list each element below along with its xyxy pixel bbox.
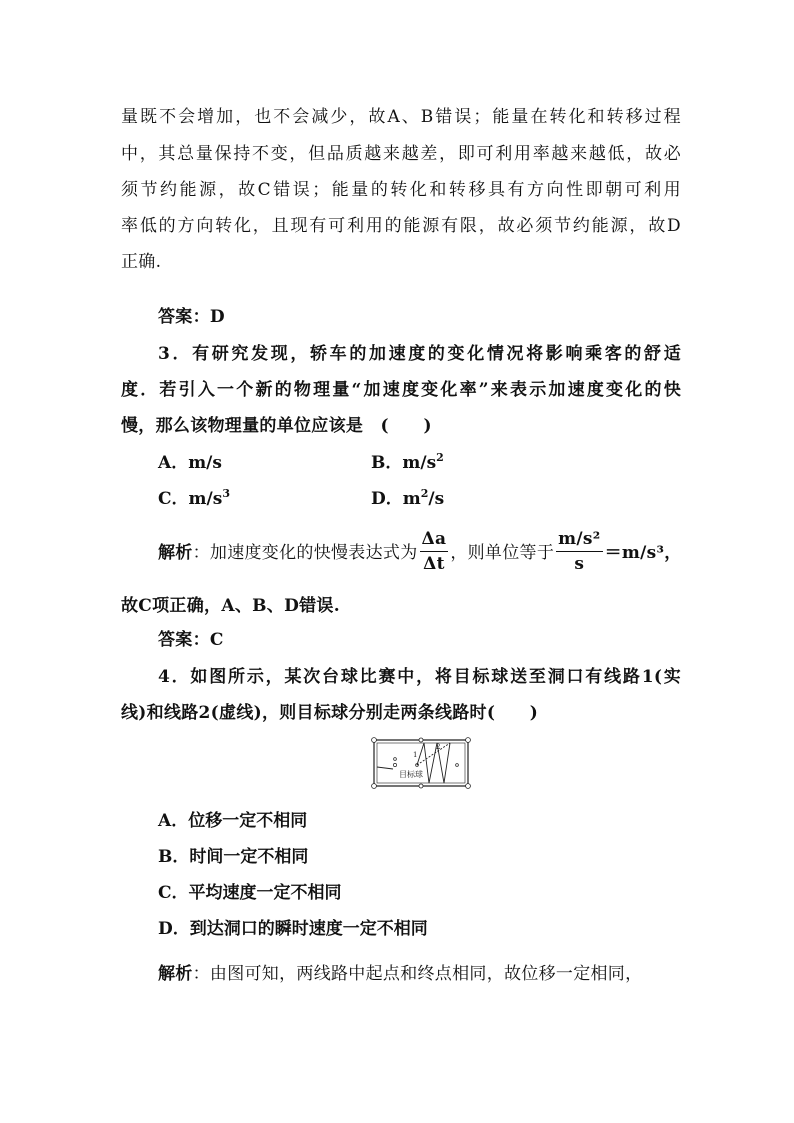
q4-analysis-line-1 xyxy=(158,963,681,985)
analysis-text: ：由图可知，两线路中起点和终点相同，故位移一定相同， xyxy=(192,964,643,984)
analysis-label: 解析 xyxy=(158,543,193,563)
fraction-denominator: Δt xyxy=(423,554,445,574)
fraction-unit xyxy=(556,528,602,575)
prev-explanation-line-3: 须节约能源，故C错误；能量的转化和转移具有方向性即朝可利用 xyxy=(121,180,681,200)
q3-analysis-line-2: 故C项正确，A、B、D错误. xyxy=(121,596,340,616)
pocket xyxy=(466,738,471,743)
answer-label: 答案： xyxy=(158,307,210,327)
analysis-text-pre: ：加速度变化的快慢表达式为 xyxy=(192,543,418,563)
q3-answer xyxy=(158,629,718,651)
analysis-label: 解析 xyxy=(158,964,193,984)
fraction-delta-a-over-delta-t xyxy=(420,528,449,575)
pocket xyxy=(372,738,377,743)
pocket xyxy=(466,784,471,789)
route-1-label: 1 xyxy=(413,751,418,759)
q3-option-c-base: C．m/s xyxy=(158,489,223,509)
prev-explanation-line-4: 率低的方向转化，且现有可利用的能源有限，故必须节约能源，故D xyxy=(121,216,681,236)
q3-option-d-exp: 2 xyxy=(420,487,429,500)
prev-answer xyxy=(158,306,718,328)
q3-stem-line-2: 度．若引入一个新的物理量“加速度变化率”来表示加速度变化的快 xyxy=(121,380,681,400)
pocket xyxy=(419,784,423,788)
q4-option-a: A．位移一定不相同 xyxy=(158,811,308,831)
q4-option-b: B．时间一定不相同 xyxy=(158,847,309,867)
q4-option-c: C．平均速度一定不相同 xyxy=(158,883,342,903)
route-2-label: 2 xyxy=(436,743,441,751)
q3-option-b-base: B．m/s xyxy=(371,453,437,473)
q4-stem-line-2: 线)和线路2(虚线)，则目标球分别走两条线路时( ) xyxy=(121,703,539,723)
q4-option-d: D．到达洞口的瞬时速度一定不相同 xyxy=(158,919,428,939)
answer-label: 答案： xyxy=(158,630,210,650)
q3-stem-line-3: 慢，那么该物理量的单位应该是 ( ) xyxy=(121,416,432,436)
q3-option-b-exp: 2 xyxy=(436,451,444,464)
prev-explanation-line-1: 量既不会增加，也不会减少，故A、B错误；能量在转化和转移过程 xyxy=(121,107,681,127)
q3-option-c xyxy=(158,488,230,510)
prev-explanation-line-5: 正确. xyxy=(121,252,162,272)
q4-stem-line-1: 4．如图所示，某次台球比赛中，将目标球送至洞口有线路1(实 xyxy=(158,667,681,687)
prev-explanation-line-2: 中，其总量保持不变，但品质越来越差，即可利用率越来越低，故必 xyxy=(121,144,681,164)
pocket xyxy=(372,784,377,789)
q3-option-b xyxy=(371,452,444,474)
pocket xyxy=(419,738,423,742)
q3-option-d xyxy=(371,488,444,510)
q3-option-a: A．m/s xyxy=(158,453,222,473)
q3-stem-line-1: 3．有研究发现，轿车的加速度的变化情况将影响乘客的舒适 xyxy=(158,344,681,364)
fraction-denominator: s xyxy=(574,554,585,574)
billiard-table-figure xyxy=(371,737,471,789)
table-border xyxy=(374,740,468,786)
q3-option-c-exp: 3 xyxy=(222,487,230,500)
q3-analysis-line-1 xyxy=(158,530,718,577)
fraction-numerator: Δa xyxy=(420,528,449,552)
q3-option-d-base: D．m xyxy=(371,489,421,509)
q3-option-d-unit: /s xyxy=(428,489,445,509)
target-ball-label: 目标球 xyxy=(399,770,423,779)
answer-value: D xyxy=(209,307,225,327)
fraction-numerator: m/s² xyxy=(556,528,602,552)
analysis-text-post: ＝m/s³， xyxy=(604,543,682,563)
answer-value: C xyxy=(209,630,224,650)
analysis-text-mid: ，则单位等于 xyxy=(450,543,555,563)
